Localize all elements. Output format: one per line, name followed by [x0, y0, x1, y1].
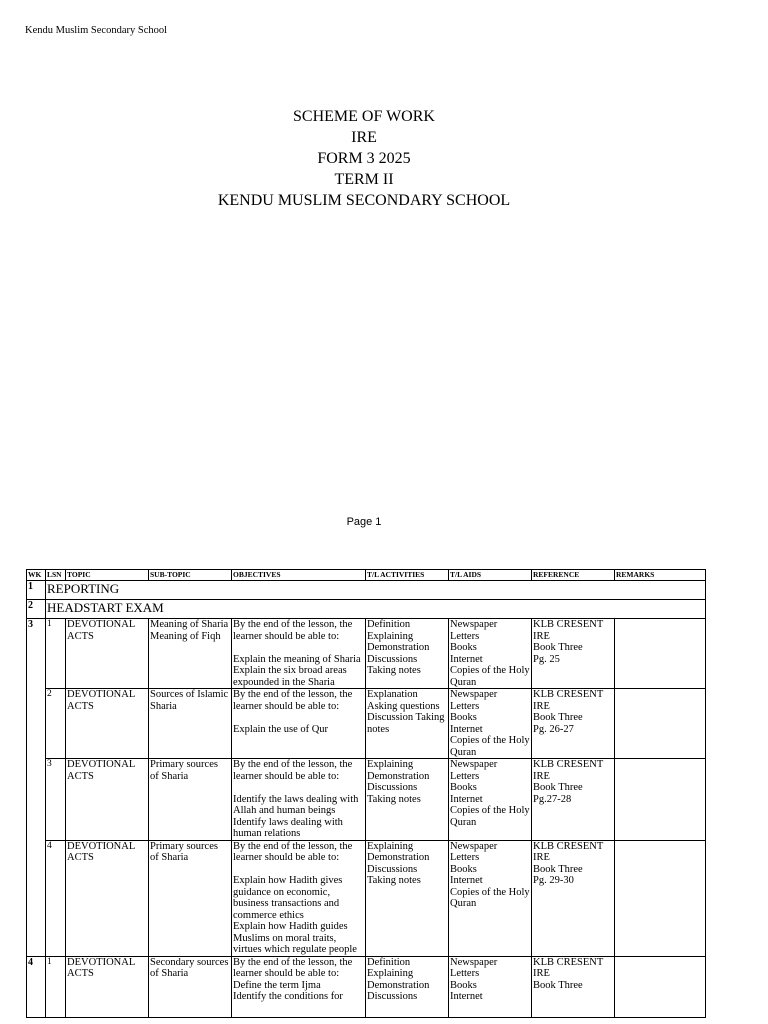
- topic-cell: DEVOTIONAL ACTS: [66, 759, 149, 841]
- column-header: LSN: [46, 570, 66, 581]
- reference-cell: KLB CRESENT IRE Book Three Pg. 29-30: [532, 840, 615, 956]
- column-header: REFERENCE: [532, 570, 615, 581]
- reference-cell: KLB CRESENT IRE Book Three Pg. 26-27: [532, 689, 615, 759]
- lesson-cell: 1: [46, 956, 66, 1017]
- reference-cell: KLB CRESENT IRE Book Three: [532, 956, 615, 1017]
- table-header-row: [27, 570, 706, 581]
- table-row: [27, 600, 706, 619]
- week-cell: 1: [27, 581, 46, 600]
- remarks-cell: [615, 689, 706, 759]
- table-row: [27, 759, 706, 841]
- topic-cell: DEVOTIONAL ACTS: [66, 619, 149, 689]
- objectives-cell: By the end of the lesson, the learner should be able to: Define the term Ijma Identify the conditions for: [232, 956, 366, 1017]
- running-header: Kendu Muslim Secondary School: [25, 25, 168, 36]
- table-row: [27, 581, 706, 600]
- aids-cell: Newspaper Letters Books Internet Copies of the Holy Quran: [449, 840, 532, 956]
- objectives-cell: By the end of the lesson, the learner should be able to: Explain the meaning of Sharia Explain the six broad areas expounded in the Sharia: [232, 619, 366, 689]
- activities-cell: Definition Explaining Demonstration Discussions Taking notes: [366, 619, 449, 689]
- activities-cell: Explaining Demonstration Discussions Taking notes: [366, 840, 449, 956]
- subtopic-cell: Meaning of Sharia Meaning of Fiqh: [149, 619, 232, 689]
- title-line: IRE: [351, 129, 377, 146]
- column-header: OBJECTIVES: [232, 570, 366, 581]
- topic-cell: DEVOTIONAL ACTS: [66, 689, 149, 759]
- aids-cell: Newspaper Letters Books Internet Copies of the Holy Quran: [450, 689, 530, 758]
- week-activity: REPORTING: [46, 581, 706, 600]
- column-header: REMARKS: [615, 570, 706, 581]
- activities-cell: Definition Explaining Demonstration Discussions: [366, 956, 449, 1017]
- subtopic-cell: Secondary sources of Sharia: [149, 956, 232, 1017]
- title-line: SCHEME OF WORK: [293, 108, 435, 125]
- remarks-cell: [615, 759, 706, 841]
- table-row: [27, 619, 706, 689]
- week-cell: 3: [27, 619, 46, 957]
- document-title: [0, 106, 728, 211]
- subtopic-cell: Sources of Islamic Sharia: [149, 689, 232, 759]
- column-header: T/L AIDS: [449, 570, 532, 581]
- reference-cell: KLB CRESENT IRE Book Three Pg.27-28: [532, 759, 615, 841]
- remarks-cell: [615, 840, 706, 956]
- aids-cell: Newspaper Letters Books Internet: [449, 956, 532, 1017]
- title-line: TERM II: [334, 171, 394, 188]
- lesson-cell: 1: [46, 619, 66, 689]
- aids-cell: Newspaper Letters Books Internet Copies of the Holy Quran: [450, 619, 530, 688]
- scheme-table: [26, 569, 706, 1018]
- page-number: Page 1: [346, 516, 382, 528]
- title-line: KENDU MUSLIM SECONDARY SCHOOL: [217, 192, 511, 209]
- week-cell: 2: [27, 600, 46, 619]
- subtopic-cell: Primary sources of Sharia: [149, 759, 232, 841]
- table-row: [27, 840, 706, 956]
- table-row: [27, 956, 706, 1017]
- title-line: FORM 3 2025: [317, 150, 411, 167]
- aids-cell: Newspaper Letters Books Internet Copies of the Holy Quran: [449, 759, 532, 841]
- remarks-cell: [615, 619, 706, 689]
- lesson-cell: 2: [46, 689, 66, 759]
- subtopic-cell: Primary sources of Sharia: [149, 840, 232, 956]
- objectives-cell: By the end of the lesson, the learner should be able to: Explain the use of Qur: [232, 689, 366, 759]
- lesson-cell: 4: [46, 840, 66, 956]
- activities-cell: Explanation Asking questions Discussion Taking notes: [366, 689, 449, 759]
- topic-cell: DEVOTIONAL ACTS: [66, 840, 149, 956]
- reference-cell: KLB CRESENT IRE Book Three Pg. 25: [532, 619, 615, 689]
- objectives-cell: By the end of the lesson, the learner should be able to: Explain how Hadith gives guidance on economic, business transactions and commerce ethics Explain how Hadith guides Muslims on moral traits, virtues which regulate people: [232, 840, 366, 956]
- column-header: WK: [27, 570, 46, 581]
- column-header: TOPIC: [66, 570, 149, 581]
- table-row: [27, 689, 706, 759]
- week-cell: 4: [27, 956, 46, 1017]
- remarks-cell: [615, 956, 706, 1017]
- lesson-cell: 3: [46, 759, 66, 841]
- week-activity: HEADSTART EXAM: [46, 600, 706, 619]
- topic-cell: DEVOTIONAL ACTS: [66, 956, 149, 1017]
- column-header: SUB-TOPIC: [149, 570, 232, 581]
- activities-cell: Explaining Demonstration Discussions Taking notes: [366, 759, 449, 841]
- column-header: T/L ACTIVITIES: [366, 570, 449, 581]
- objectives-cell: By the end of the lesson, the learner should be able to: Identify the laws dealing with Allah and human beings Identify laws dealing with human relations: [232, 759, 366, 841]
